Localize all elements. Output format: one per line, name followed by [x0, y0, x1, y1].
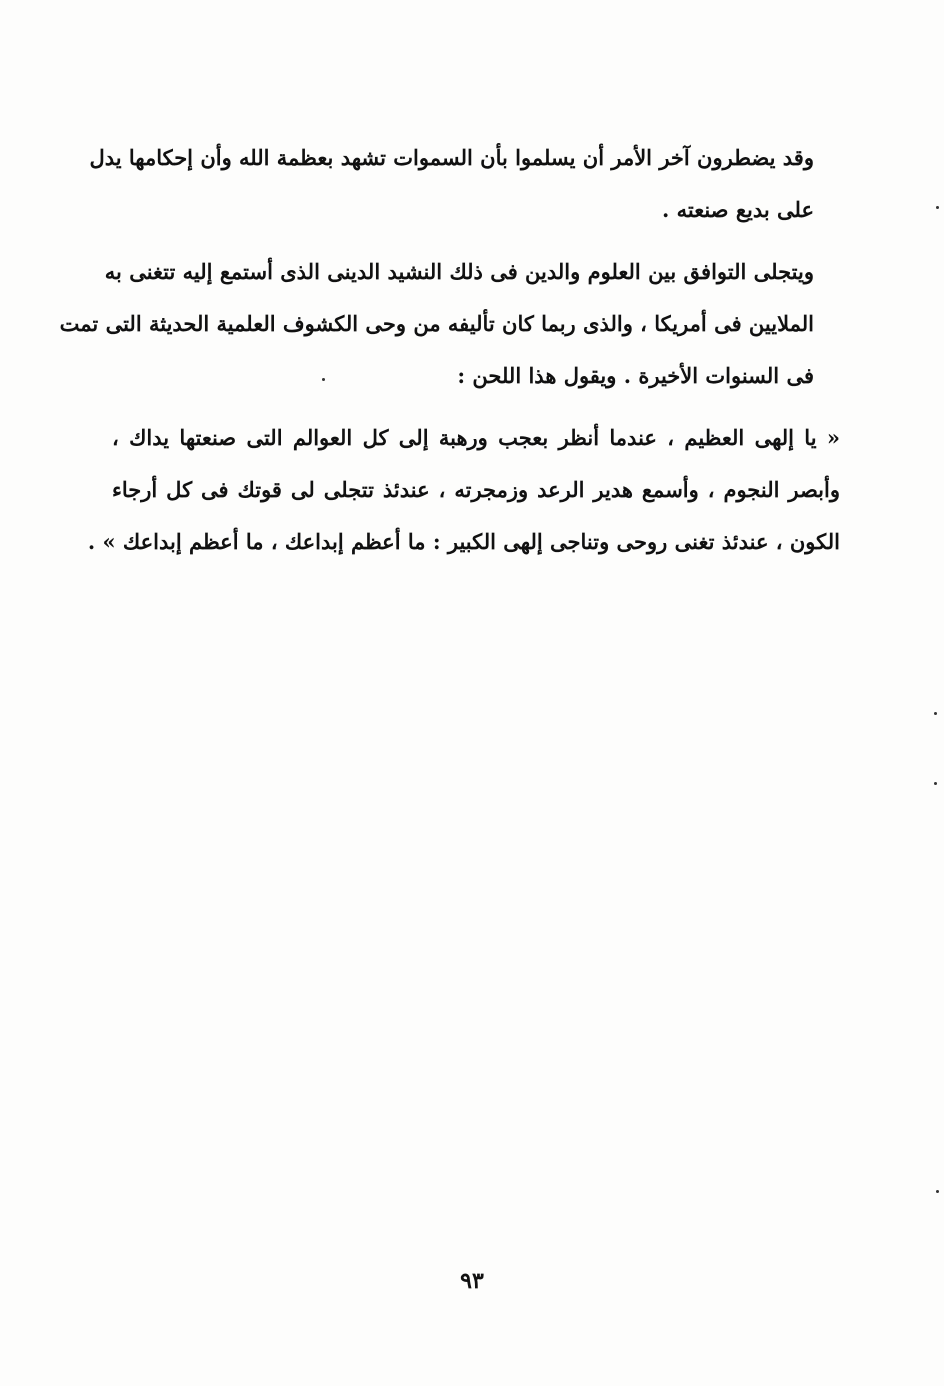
text-line: وأبصر النجوم ، وأسمع هدير الرعد وزمجرته ، عندئذ تتجلى لى قوتك فى كل أرجاء [112, 477, 840, 502]
body-text [59, 132, 840, 578]
paragraph-3-quote [87, 412, 840, 568]
scan-speck [934, 782, 937, 785]
scan-speck [322, 378, 325, 381]
scan-speck [934, 712, 937, 715]
text-line: الملايين فى أمريكا ، والذى ربما كان تأليفه من وحى الكشوف العلمية الحديثة التى تمت [59, 311, 814, 336]
text-line: الكون ، عندئذ تغنى روحى وتناجى إلهى الكبير : ما أعظم إبداعك ، ما أعظم إبداعك » . [87, 529, 840, 554]
text-line: فى السنوات الأخيرة . ويقول هذا اللحن : [457, 363, 814, 388]
scan-speck [936, 1190, 939, 1193]
text-line: وقد يضطرون آخر الأمر أن يسلموا بأن السموات تشهد بعظمة الله وأن إحكامها يدل [89, 145, 814, 170]
paragraph-2 [59, 246, 840, 402]
text-line: ويتجلى التوافق بين العلوم والدين فى ذلك النشيد الدينى الذى أستمع إليه تتغنى به [104, 259, 814, 284]
page-number: ٩٣ [460, 1268, 484, 1294]
text-line: على بديع صنعته . [661, 197, 814, 222]
scan-speck [936, 206, 939, 209]
text-line: « يا إلهى العظيم ، عندما أنظر بعجب ورهبة إلى كل العوالم التى صنعتها يداك ، [112, 425, 840, 450]
paragraph-1 [89, 132, 840, 236]
